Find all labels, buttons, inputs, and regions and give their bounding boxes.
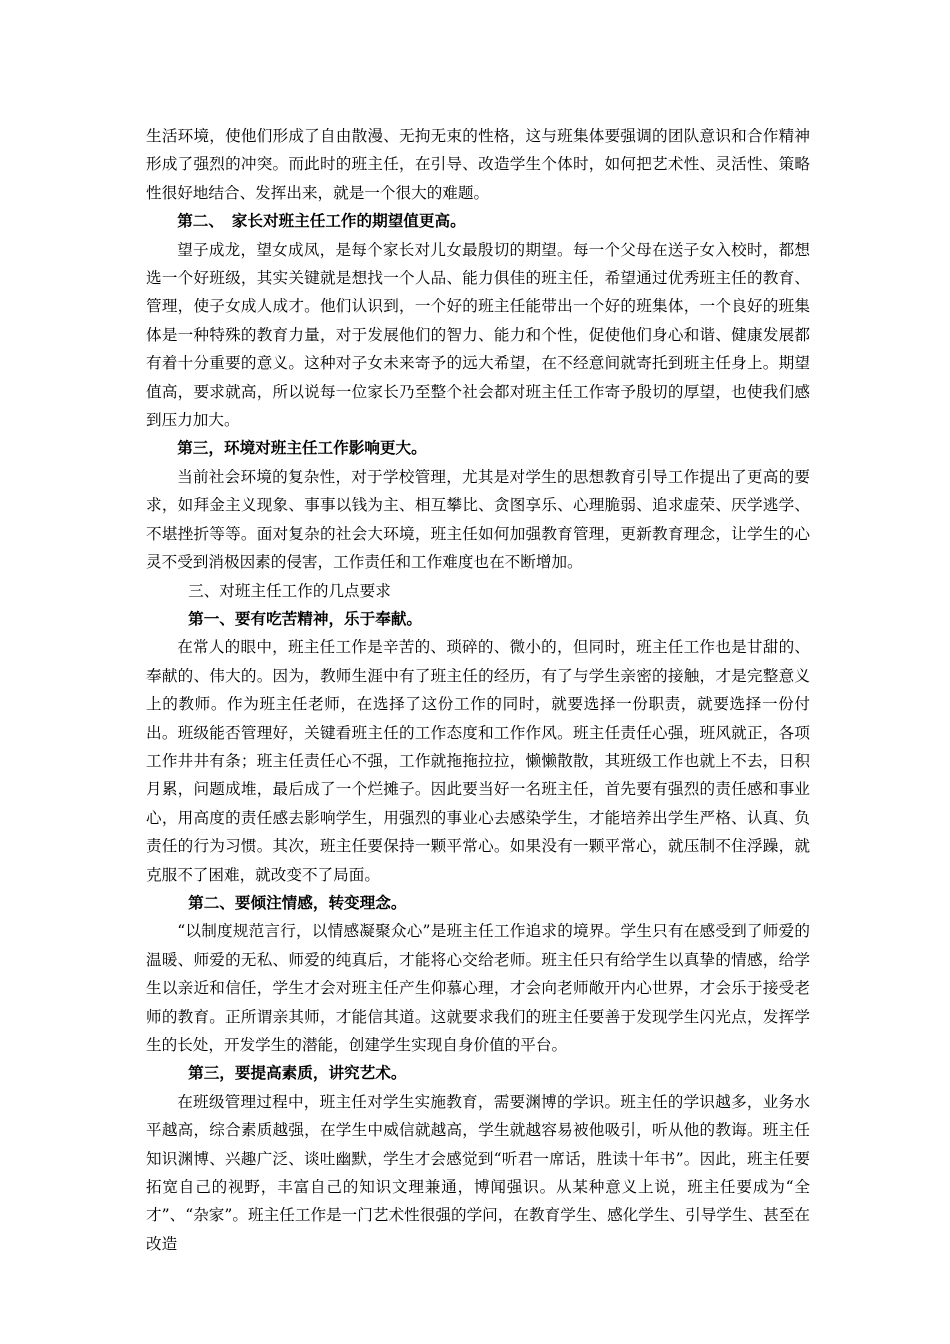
document-page [146,122,810,1258]
heading-third-environment: 第三，环境对班主任工作影响更大。 [177,438,427,458]
paragraph-emotion: “以制度规范言行，以情感凝聚众心”是班主任工作追求的境界。学生只有在感受到了师爱的温暖、师爱的无私、师爱的纯真后，才能将心交给老师。班主任只有给学生以真挚的情感，给学生以亲近和信任，学生才会对班主任产生仰慕心理，才会向老师敞开内心世界，才会乐于接受老师的教育。正所谓亲其师，才能信其道。这就要求我们的班主任要善于发现学生闪光点，发挥学生的长处，开发学生的潜能，创建学生实现自身价值的平台。 [146,922,810,1054]
paragraph-continuation: 生活环境，使他们形成了自由散漫、无拘无束的性格，这与班集体要强调的团队意识和合作精神形成了强烈的冲突。而此时的班主任，在引导、改造学生个体时，如何把艺术性、灵活性、策略性很好地结合、发挥出来，就是一个很大的难题。 [146,127,810,202]
paragraph-quality: 在班级管理过程中，班主任对学生实施教育，需要渊博的学识。班主任的学识越多，业务水平越高，综合素质越强，在学生中威信就越高，学生就越容易被他吸引，听从他的教诲。班主任知识渊博、兴趣广泛、谈吐幽默，学生才会感觉到“听君一席话，胜读十年书”。因此，班主任要拓宽自己的视野，丰富自己的知识文理兼通，博闻强识。从某种意义上说，班主任要成为“全才”、“杂家”。班主任工作是一门艺术性很强的学问，在教育学生、感化学生、引导学生、甚至在改造 [146,1092,810,1253]
paragraph-environment: 当前社会环境的复杂性，对于学校管理，尤其是对学生的思想教育引导工作提出了更高的要求，如拜金主义现象、事事以钱为主、相互攀比、贪图享乐、心理脆弱、追求虚荣、厌学逃学、不堪挫折等等。面对复杂的社会大环境，班主任如何加强教育管理，更新教育理念，让学生的心灵不受到消极因素的侵害，工作责任和工作难度也在不断增加。 [146,467,810,572]
heading-third-quality: 第三，要提高素质，讲究艺术。 [188,1063,407,1083]
heading-first-dedication: 第一、要有吃苦精神，乐于奉献。 [188,608,423,628]
paragraph-dedication: 在常人的眼中，班主任工作是辛苦的、琐碎的、微小的，但同时，班主任工作也是甘甜的、奉献的、伟大的。因为，教师生涯中有了班主任的经历，有了与学生亲密的接触，才是完整意义上的教师。作为班主任老师，在选择了这份工作的同时，就要选择一份职责，就要选择一份付出。班级能否管理好，关键看班主任的工作态度和工作作风。班主任责任心强，班风就正，各项工作井井有条；班主任责任心不强，工作就拖拖拉拉，懒懒散散，其班级工作也就上不去，日积月累，问题成堆，最后成了一个烂摊子。因此要当好一名班主任，首先要有强烈的责任感和事业心，用高度的责任感去影响学生，用强烈的事业心去感染学生，才能培养出学生严格、认真、负责任的行为习惯。其次，班主任要保持一颗平常心。如果没有一颗平常心，就压制不住浮躁，就克服不了困难，就改变不了局面。 [146,638,810,884]
heading-second-emotion: 第二、要倾注情感，转变理念。 [188,892,407,912]
section-title-requirements: 三、对班主任工作的几点要求 [188,581,391,600]
paragraph-parents-expectation: 望子成龙，望女成凤，是每个家长对儿女最殷切的期望。每一个父母在送子女入校时，都想选一个好班级，其实关键就是想找一个人品、能力俱佳的班主任，希望通过优秀班主任的教育、管理，使子女成人成才。他们认识到，一个好的班主任能带出一个好的班集体，一个良好的班集体是一种特殊的教育力量，对于发展他们的智力、能力和个性，促使他们身心和谐、健康发展都有着十分重要的意义。这种对子女未来寄予的远大希望，在不经意间就寄托到班主任身上。期望值高，要求就高，所以说每一位家长乃至整个社会都对班主任工作寄予殷切的厚望，也使我们感到压力加大。 [146,240,810,430]
heading-second-parents-expectation: 第二、 家长对班主任工作的期望值更高。 [177,211,466,231]
